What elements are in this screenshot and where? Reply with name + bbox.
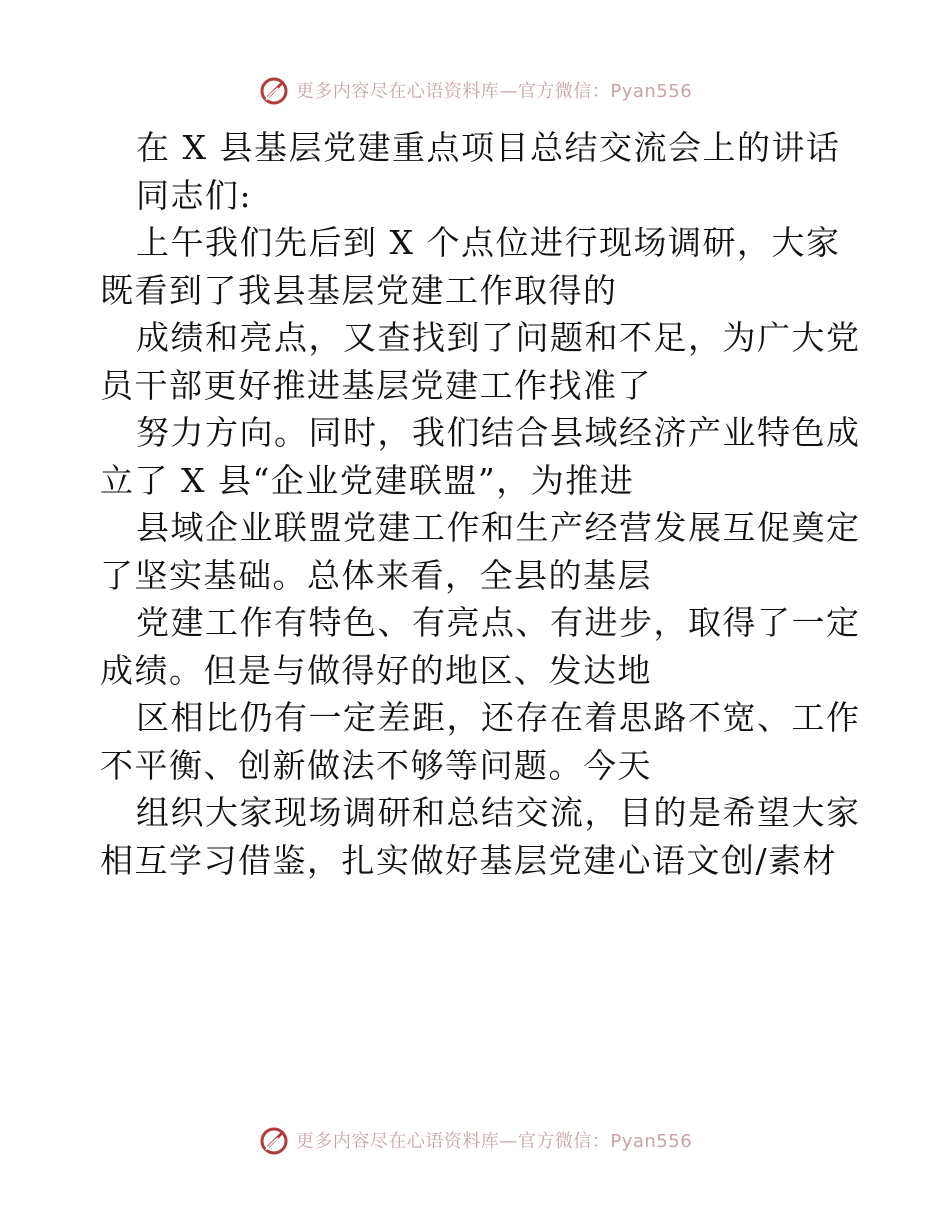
- watermark-text: 更多内容尽在心语资料库—官方微信：Pyan556: [295, 1131, 693, 1152]
- text-line: 上午我们先后到 X 个点位进行现场调研，大家: [136, 223, 841, 262]
- text-line: 县域企业联盟党建工作和生产经营发展互促奠定: [136, 508, 861, 547]
- document-title: 在 X 县基层党建重点项目总结交流会上的讲话: [136, 128, 841, 167]
- text-line: 立了 X 县“企业党建联盟”，为推进: [100, 460, 635, 500]
- text-line: 了坚实基础。总体来看，全县的基层: [100, 555, 652, 595]
- text-line: 区相比仍有一定差距，还存在着思路不宽、工作: [136, 698, 861, 737]
- header-watermark: [0, 70, 950, 110]
- text-line: 既看到了我县基层党建工作取得的: [100, 270, 618, 310]
- pen-circle-icon: [258, 74, 290, 106]
- text-line: 成绩。但是与做得好的地区、发达地: [100, 650, 652, 690]
- watermark-text: 更多内容尽在心语资料库—官方微信：Pyan556: [295, 81, 693, 102]
- text-line: 成绩和亮点，又查找到了问题和不足，为广大党: [136, 318, 861, 357]
- pen-circle-icon: [258, 1124, 290, 1156]
- text-line: 相互学习借鉴，扎实做好基层党建心语文创/素材: [100, 840, 838, 880]
- text-line: 不平衡、创新做法不够等问题。今天: [100, 745, 652, 785]
- text-line: 同志们:: [136, 175, 253, 215]
- text-line: 努力方向。同时，我们结合县域经济产业特色成: [136, 413, 861, 452]
- text-line: 组织大家现场调研和总结交流，目的是希望大家: [136, 793, 861, 832]
- text-line: 党建工作有特色、有亮点、有进步，取得了一定: [136, 603, 861, 642]
- text-line: 员干部更好推进基层党建工作找准了: [100, 365, 652, 405]
- document-body: [100, 124, 860, 884]
- footer-watermark: [0, 1120, 950, 1160]
